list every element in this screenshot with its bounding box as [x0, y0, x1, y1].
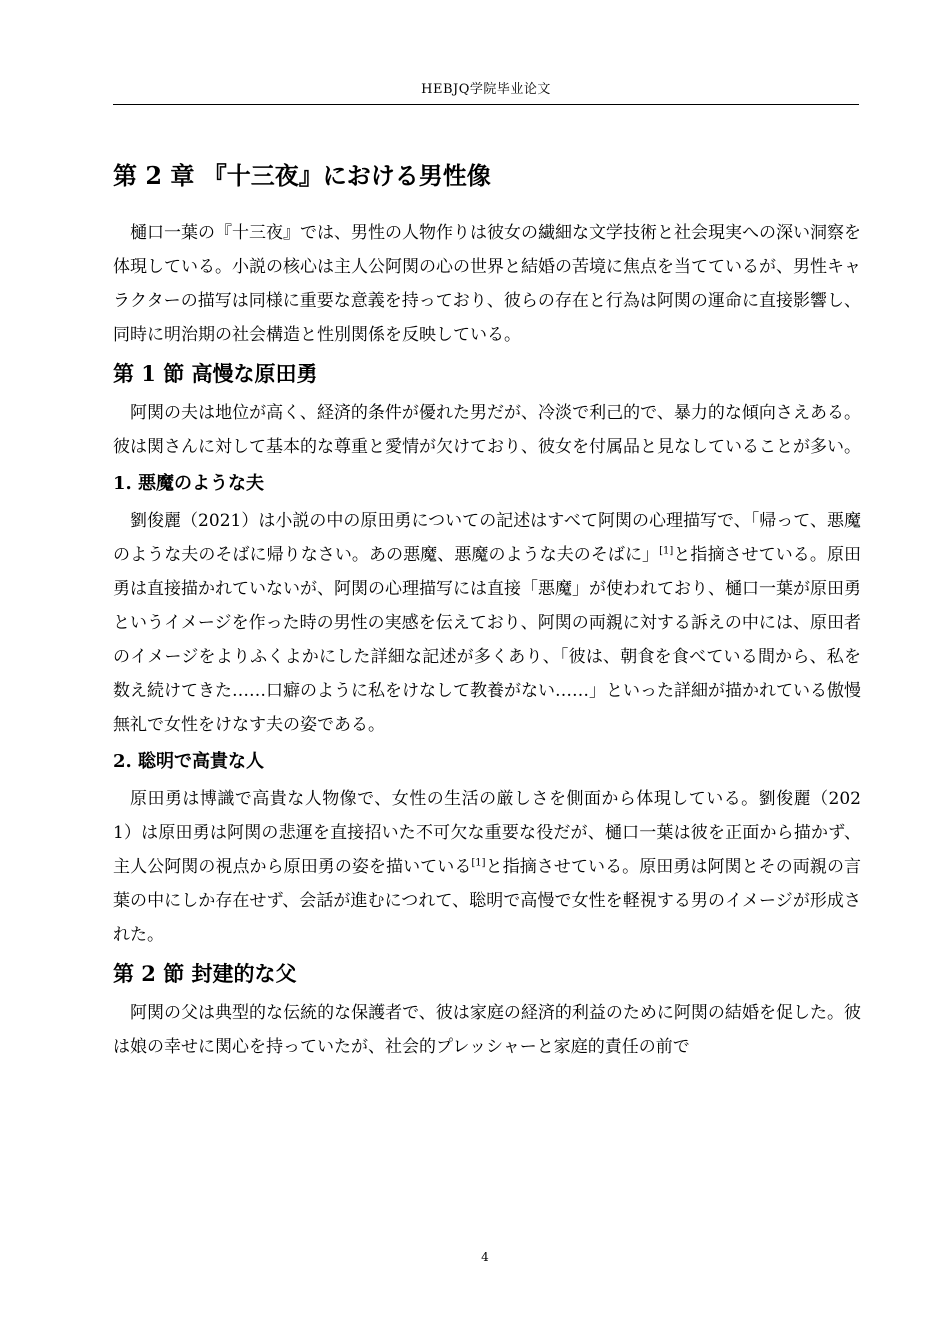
section-1-title: 第 1 節 高慢な原田勇 [113, 361, 318, 386]
subsection-2-text-before: 原田勇は博識で高貴な人物像で、女性の生活の厳しさを側面から体現している。劉俊麗（2021）は原田勇は阿関の悲運を直接招いた不可欠な重要な役だが、樋口一葉は彼を正面から描かず、主人公阿関の視点から原田勇の姿を描いている [113, 789, 861, 877]
running-header: HEBJQ学院毕业论文 [421, 82, 551, 97]
subsection-1-paragraph [113, 504, 861, 742]
subsection-2-paragraph [113, 782, 861, 952]
chapter-title: 第 2 章 『十三夜』における男性像 [113, 161, 491, 190]
header-rule [113, 104, 859, 105]
subsection-1-text-after: と指摘させている。原田勇は直接描かれていないが、阿関の心理描写には直接「悪魔」が使われており、樋口一葉が原田勇というイメージを作った時の男性の実感を伝えており、阿関の両親に対する訴えの中には、原田者のイメージをよりふくよかにした詳細な記述が多くあり、「彼は、朝食を食べている間から、私を数え続けてきた……口癖のように私をけなして教養がない……」といった詳細が描かれている傲慢無礼で女性をけなす夫の姿である。 [113, 545, 862, 735]
page-body [113, 156, 861, 1068]
citation-ref[interactable]: [1] [659, 545, 674, 557]
subsection-1-text-before: 劉俊麗（2021）は小説の中の原田勇についての記述はすべて阿関の心理描写で、「帰って、悪魔のような夫のそばに帰りなさい。あの悪魔、悪魔のような夫のそばに」 [113, 511, 861, 565]
page-number: 4 [481, 1250, 489, 1264]
intro-paragraph: 樋口一葉の『十三夜』では、男性の人物作りは彼女の繊細な文学技術と社会現実への深い洞察を体現している。小説の核心は主人公阿関の心の世界と結婚の苦境に焦点を当てているが、男性キャラクターの描写は同様に重要な意義を持っており、彼らの存在と行為は阿関の運命に直接影響し、同時に明治期の社会構造と性別関係を反映している。 [113, 223, 861, 345]
subsection-2-title: 2. 聡明で高貴な人 [113, 751, 265, 772]
citation-ref[interactable]: [1] [471, 857, 486, 869]
section-2-paragraph: 阿関の父は典型的な伝統的な保護者で、彼は家庭の経済的利益のために阿関の結婚を促した。彼は娘の幸せに関心を持っていたが、社会的プレッシャーと家庭的責任の前で [113, 1003, 861, 1057]
subsection-2-text-after: と指摘させている。原田勇は阿関とその両親の言葉の中にしか存在せず、会話が進むにつれて、聡明で高慢で女性を軽視する男のイメージが形成された。 [113, 857, 862, 945]
section-2-title: 第 2 節 封建的な父 [113, 961, 297, 986]
subsection-1-title: 1. 悪魔のような夫 [113, 473, 265, 494]
section-1-paragraph: 阿関の夫は地位が高く、経済的条件が優れた男だが、冷淡で利己的で、暴力的な傾向さえある。彼は関さんに対して基本的な尊重と愛情が欠けており、彼女を付属品と見なしていることが多い。 [113, 403, 861, 457]
